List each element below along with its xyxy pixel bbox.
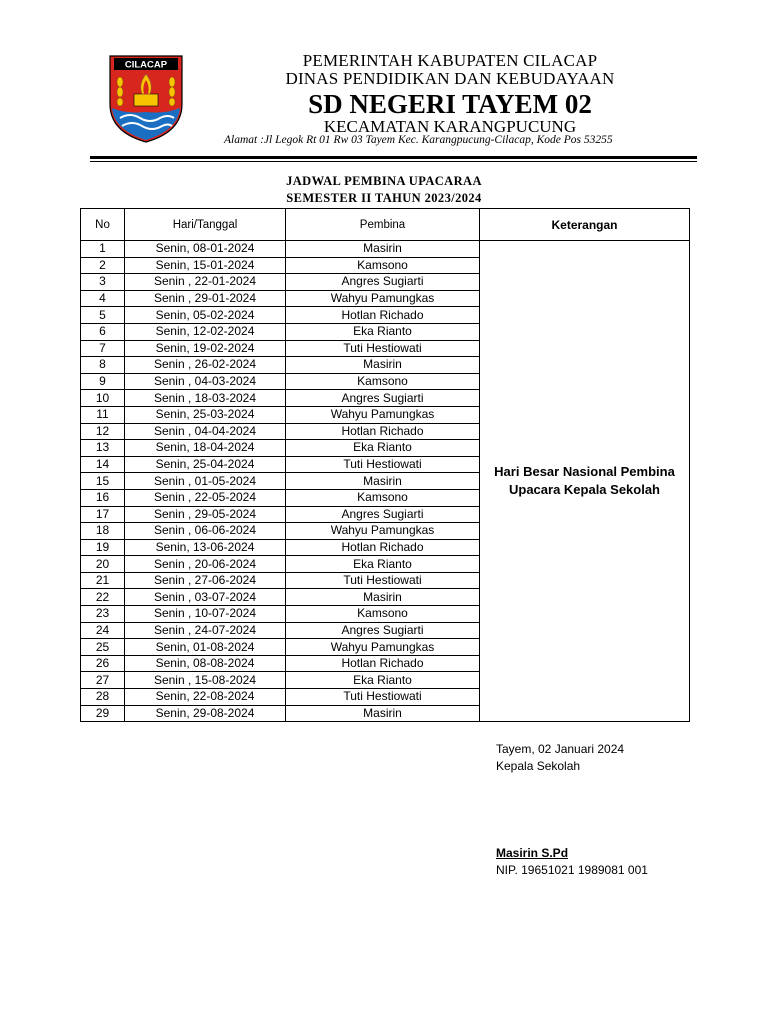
row-date: Senin , 01-05-2024	[125, 473, 286, 490]
row-date: Senin, 19-02-2024	[125, 340, 286, 357]
row-date: Senin , 22-01-2024	[125, 274, 286, 291]
row-date: Senin , 20-06-2024	[125, 556, 286, 573]
row-number: 9	[81, 373, 125, 390]
keterangan-note: Hari Besar Nasional Pembina Upacara Kepala Sekolah	[480, 241, 690, 722]
row-date: Senin, 15-01-2024	[125, 257, 286, 274]
row-date: Senin, 05-02-2024	[125, 307, 286, 324]
row-pembina: Angres Sugiarti	[286, 390, 480, 407]
row-number: 25	[81, 639, 125, 656]
row-number: 21	[81, 572, 125, 589]
row-pembina: Hotlan Richado	[286, 539, 480, 556]
table-header-row	[81, 209, 690, 241]
row-pembina: Wahyu Pamungkas	[286, 406, 480, 423]
row-pembina: Kamsono	[286, 257, 480, 274]
district-line: KECAMATAN KARANGPUCUNG	[323, 117, 577, 136]
row-date: Senin, 12-02-2024	[125, 323, 286, 340]
row-pembina: Eka Rianto	[286, 556, 480, 573]
row-number: 5	[81, 307, 125, 324]
header-rule-thick	[90, 156, 697, 159]
row-pembina: Tuti Hestiowati	[286, 572, 480, 589]
row-pembina: Tuti Hestiowati	[286, 456, 480, 473]
row-pembina: Kamsono	[286, 606, 480, 623]
row-number: 1	[81, 241, 125, 258]
cilacap-emblem-logo	[106, 52, 186, 144]
row-date: Senin, 29-08-2024	[125, 705, 286, 722]
row-number: 19	[81, 539, 125, 556]
letterhead	[200, 51, 700, 146]
row-pembina: Wahyu Pamungkas	[286, 639, 480, 656]
row-pembina: Eka Rianto	[286, 440, 480, 457]
row-date: Senin, 25-03-2024	[125, 406, 286, 423]
row-date: Senin , 04-03-2024	[125, 373, 286, 390]
row-date: Senin , 22-05-2024	[125, 489, 286, 506]
row-number: 13	[81, 440, 125, 457]
logo-text: CILACAP	[124, 59, 168, 71]
row-pembina: Eka Rianto	[286, 323, 480, 340]
row-date: Senin , 15-08-2024	[125, 672, 286, 689]
school-name: SD NEGERI TAYEM 02	[308, 89, 592, 119]
header-no: No	[81, 209, 125, 241]
row-pembina: Wahyu Pamungkas	[286, 523, 480, 540]
address-line: Alamat :Jl Legok Rt 01 Rw 03 Tayem Kec. Karangpucung-Cilacap, Kode Pos 53255	[224, 134, 613, 146]
row-pembina: Eka Rianto	[286, 672, 480, 689]
header-pembina: Pembina	[286, 209, 480, 241]
document-subtitle: SEMESTER II TAHUN 2023/2024	[286, 191, 482, 205]
row-number: 4	[81, 290, 125, 307]
row-number: 3	[81, 274, 125, 291]
sign-place-date: Tayem, 02 Januari 2024	[496, 742, 625, 756]
header-date: Hari/Tanggal	[125, 209, 286, 241]
row-number: 14	[81, 456, 125, 473]
document-title: JADWAL PEMBINA UPACARAA	[286, 174, 482, 188]
schedule-table	[80, 208, 690, 722]
row-pembina: Wahyu Pamungkas	[286, 290, 480, 307]
row-number: 7	[81, 340, 125, 357]
row-pembina: Hotlan Richado	[286, 423, 480, 440]
row-number: 27	[81, 672, 125, 689]
row-date: Senin , 10-07-2024	[125, 606, 286, 623]
sign-name: Masirin S.Pd	[496, 846, 569, 860]
table-row	[81, 241, 690, 258]
row-number: 8	[81, 357, 125, 374]
row-number: 20	[81, 556, 125, 573]
row-pembina: Masirin	[286, 473, 480, 490]
row-pembina: Angres Sugiarti	[286, 622, 480, 639]
row-pembina: Angres Sugiarti	[286, 506, 480, 523]
row-pembina: Tuti Hestiowati	[286, 340, 480, 357]
row-number: 18	[81, 523, 125, 540]
row-pembina: Kamsono	[286, 489, 480, 506]
row-number: 17	[81, 506, 125, 523]
sign-nip: NIP. 19651021 1989081 001	[496, 863, 648, 877]
row-date: Senin , 06-06-2024	[125, 523, 286, 540]
row-number: 24	[81, 622, 125, 639]
row-number: 11	[81, 406, 125, 423]
row-date: Senin , 27-06-2024	[125, 572, 286, 589]
row-date: Senin, 08-01-2024	[125, 241, 286, 258]
row-number: 12	[81, 423, 125, 440]
row-number: 10	[81, 390, 125, 407]
row-number: 22	[81, 589, 125, 606]
row-pembina: Masirin	[286, 589, 480, 606]
row-date: Senin, 22-08-2024	[125, 689, 286, 706]
row-number: 6	[81, 323, 125, 340]
row-number: 2	[81, 257, 125, 274]
department-line: DINAS PENDIDIKAN DAN KEBUDAYAAN	[285, 69, 615, 88]
row-date: Senin, 01-08-2024	[125, 639, 286, 656]
header-rule-thin	[90, 161, 697, 162]
row-date: Senin , 26-02-2024	[125, 357, 286, 374]
row-pembina: Masirin	[286, 357, 480, 374]
row-number: 29	[81, 705, 125, 722]
row-date: Senin, 08-08-2024	[125, 655, 286, 672]
schedule-body	[81, 241, 690, 722]
row-pembina: Hotlan Richado	[286, 655, 480, 672]
row-date: Senin, 18-04-2024	[125, 440, 286, 457]
row-pembina: Masirin	[286, 241, 480, 258]
row-pembina: Hotlan Richado	[286, 307, 480, 324]
row-pembina: Tuti Hestiowati	[286, 689, 480, 706]
row-date: Senin , 29-05-2024	[125, 506, 286, 523]
sign-position: Kepala Sekolah	[496, 759, 581, 773]
row-number: 16	[81, 489, 125, 506]
row-date: Senin, 25-04-2024	[125, 456, 286, 473]
row-number: 23	[81, 606, 125, 623]
row-number: 26	[81, 655, 125, 672]
row-date: Senin , 03-07-2024	[125, 589, 286, 606]
header-keterangan: Keterangan	[480, 209, 690, 241]
row-pembina: Kamsono	[286, 373, 480, 390]
row-number: 28	[81, 689, 125, 706]
row-date: Senin, 13-06-2024	[125, 539, 286, 556]
row-pembina: Masirin	[286, 705, 480, 722]
row-date: Senin , 24-07-2024	[125, 622, 286, 639]
row-number: 15	[81, 473, 125, 490]
row-date: Senin , 04-04-2024	[125, 423, 286, 440]
row-pembina: Angres Sugiarti	[286, 274, 480, 291]
row-date: Senin , 29-01-2024	[125, 290, 286, 307]
row-date: Senin , 18-03-2024	[125, 390, 286, 407]
government-line: PEMERINTAH KABUPATEN CILACAP	[302, 51, 598, 70]
